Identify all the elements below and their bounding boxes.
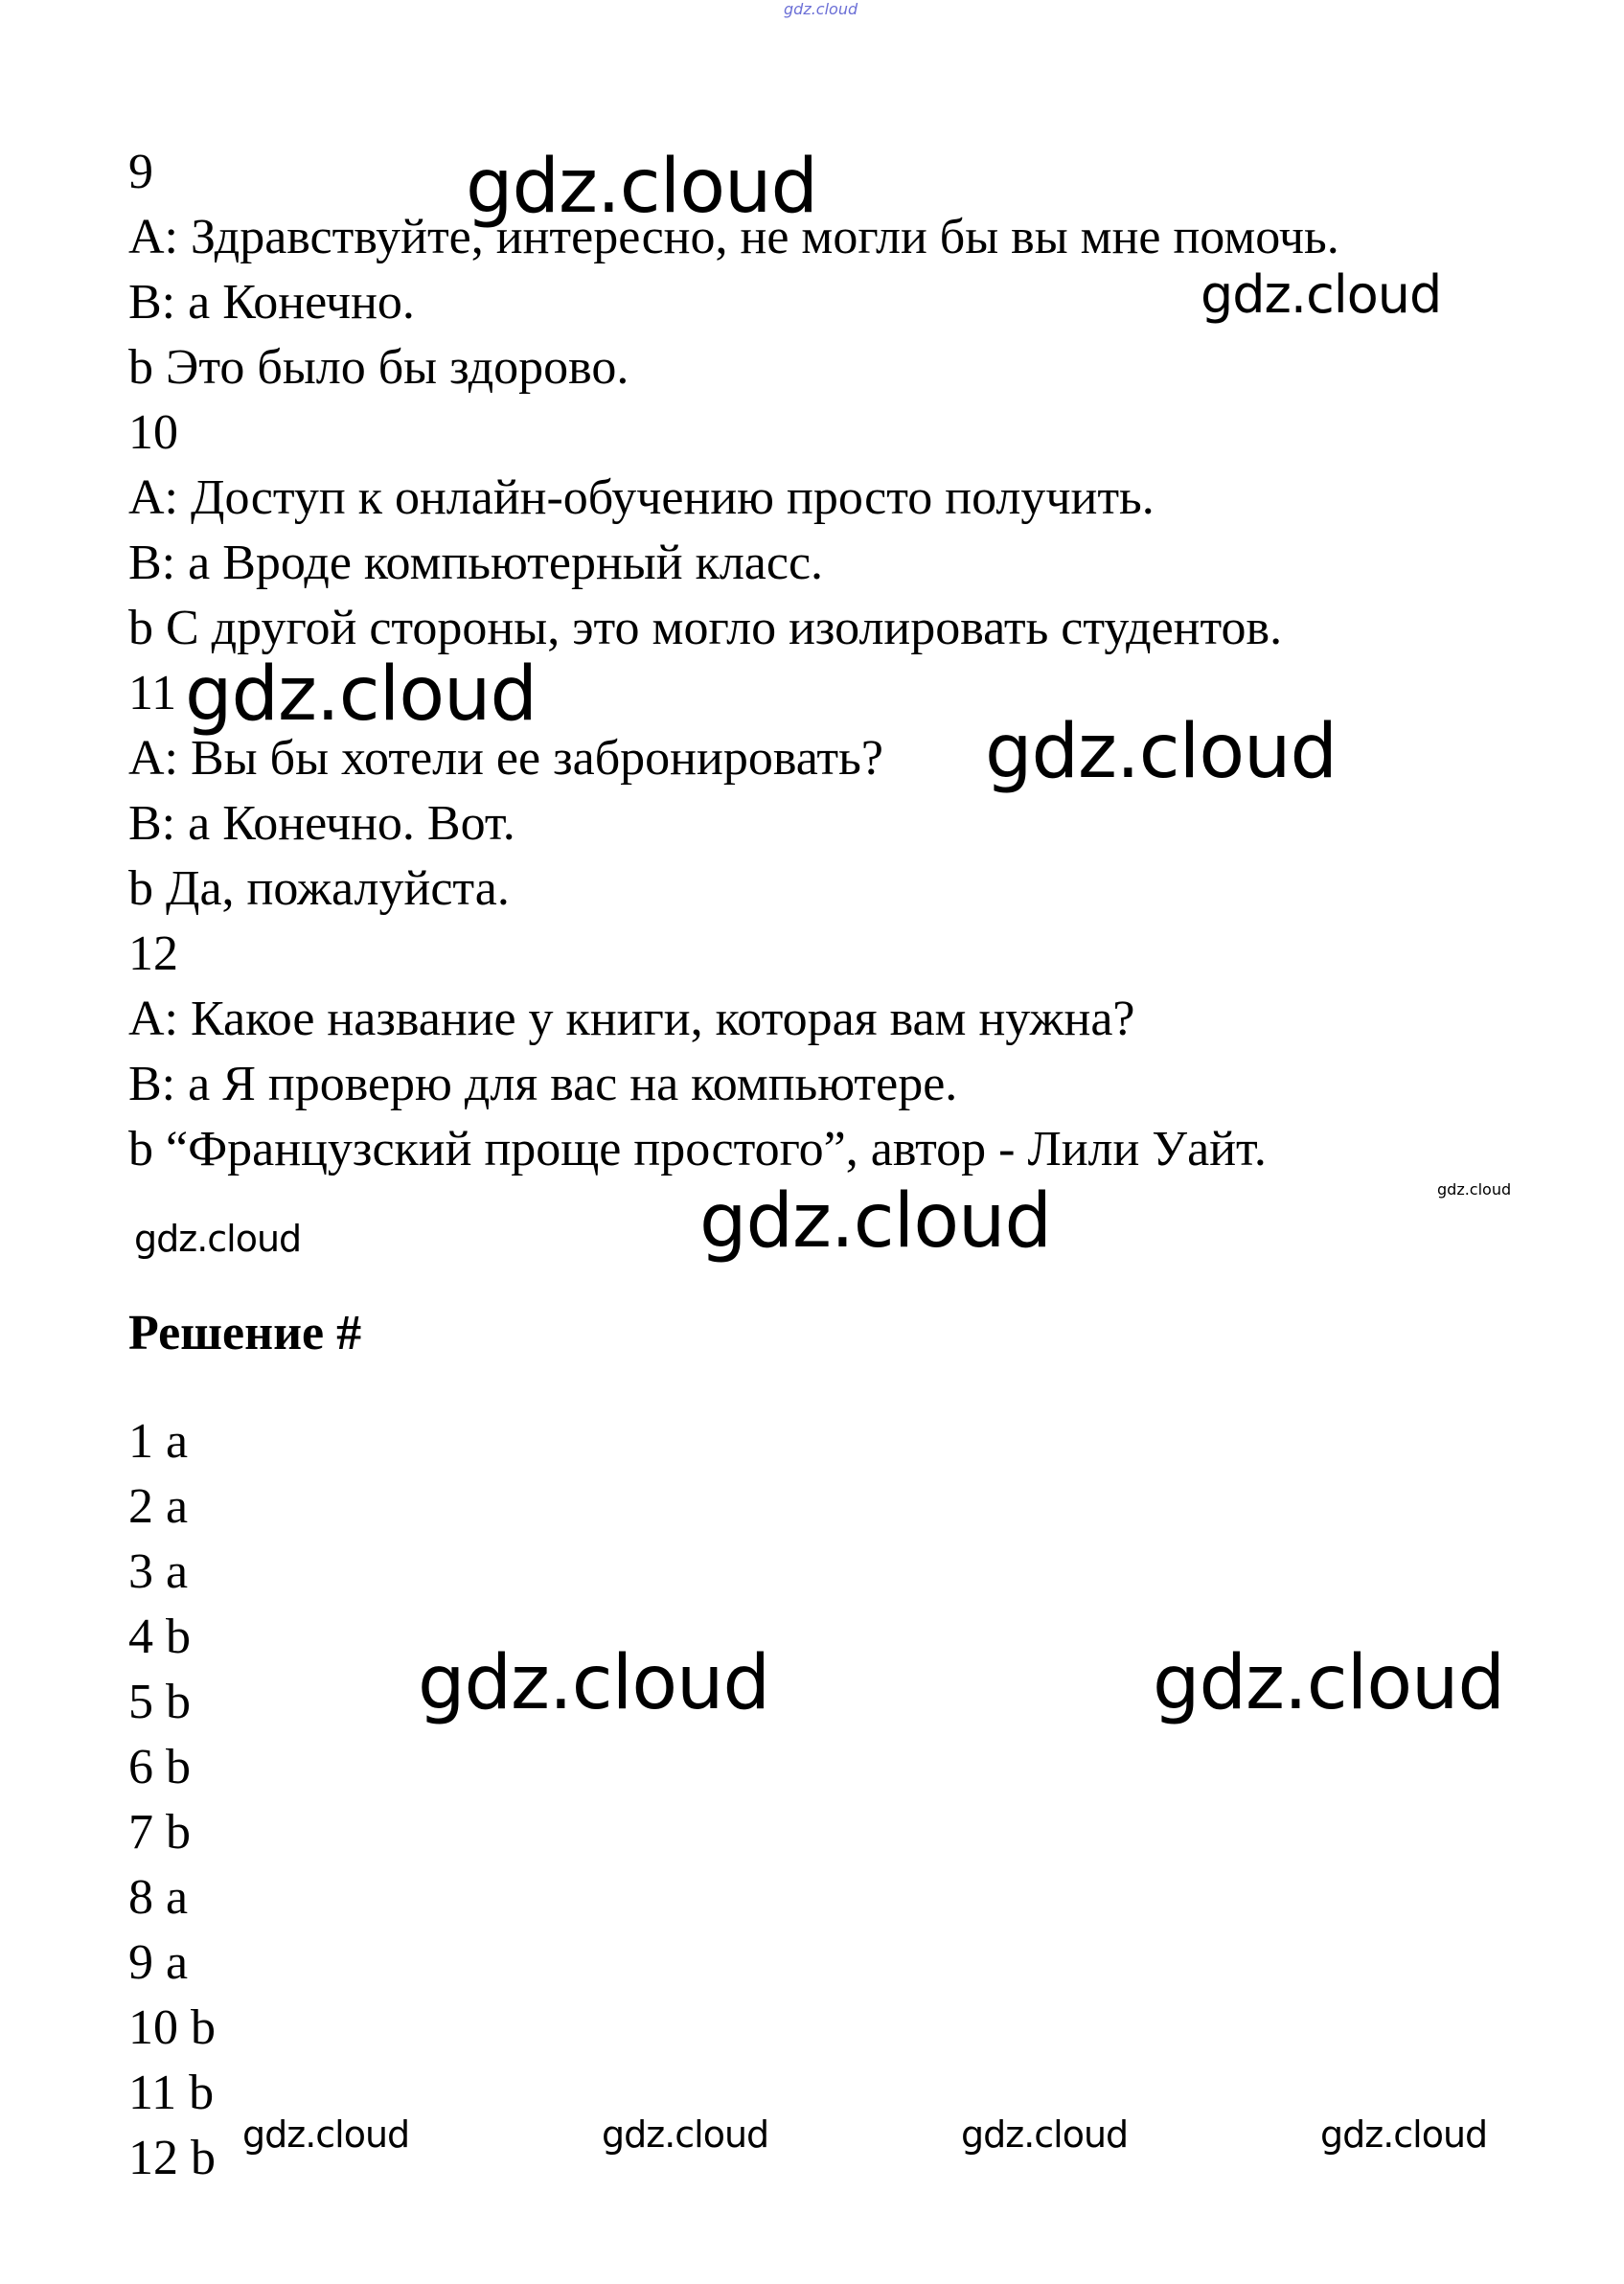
dialogue-number: 10 — [128, 405, 178, 460]
dialogue-line-b-a: B: a Я проверю для вас на компьютере. — [128, 1057, 958, 1111]
watermark: gdz.cloud — [1437, 1180, 1512, 1199]
dialogue-line-a: A: Доступ к онлайн-обучению просто получить. — [128, 470, 1155, 525]
dialogue-line-a: A: Здравствуйте, интересно, не могли бы вы мне помочь. — [128, 210, 1339, 264]
answer-item: 12 b — [128, 2131, 216, 2185]
watermark: gdz.cloud — [602, 2113, 769, 2156]
answer-item: 3 a — [128, 1544, 189, 1599]
dialogue-line-b-a: B: a Конечно. — [128, 275, 415, 330]
watermark: gdz.cloud — [1153, 1640, 1504, 1726]
answer-item: 8 a — [128, 1870, 189, 1925]
answer-item: 1 a — [128, 1414, 189, 1469]
dialogue-line-b-a: B: a Конечно. Вот. — [128, 796, 515, 851]
answer-item: 7 b — [128, 1805, 191, 1860]
dialogue-line-b-b: b Да, пожалуйста. — [128, 861, 510, 916]
watermark: gdz.cloud — [961, 2113, 1129, 2156]
watermark: gdz.cloud — [466, 144, 817, 230]
answer-item: 4 b — [128, 1610, 191, 1664]
solution-heading: Решение # — [128, 1306, 362, 1360]
answer-item: 2 a — [128, 1479, 189, 1534]
answer-item: 6 b — [128, 1740, 191, 1794]
dialogue-number: 11 — [128, 666, 177, 720]
dialogue-number: 9 — [128, 145, 153, 199]
dialogue-line-a: A: Какое название у книги, которая вам нужна? — [128, 992, 1135, 1046]
answer-item: 5 b — [128, 1675, 191, 1729]
watermark: gdz.cloud — [1320, 2113, 1488, 2156]
dialogue-number: 12 — [128, 926, 178, 981]
watermark: gdz.cloud — [1201, 264, 1442, 325]
watermark: gdz.cloud — [242, 2113, 410, 2156]
watermark: gdz.cloud — [134, 1218, 302, 1260]
dialogue-line-b-b: b Это было бы здорово. — [128, 340, 629, 395]
dialogue-line-b-b: b С другой стороны, это могло изолировать студентов. — [128, 601, 1283, 655]
dialogue-line-b-a: B: a Вроде компьютерный класс. — [128, 536, 824, 590]
answer-item: 9 a — [128, 1935, 189, 1990]
watermark: gdz.cloud — [985, 709, 1337, 795]
watermark: gdz.cloud — [185, 651, 537, 738]
answer-item: 11 b — [128, 2066, 215, 2120]
answer-item: 10 b — [128, 2000, 216, 2055]
watermark: gdz.cloud — [418, 1640, 769, 1726]
dialogue-line-b-b: b “Французский проще простого”, автор - Лили Уайт. — [128, 1122, 1267, 1176]
watermark: gdz.cloud — [784, 0, 858, 18]
watermark: gdz.cloud — [699, 1178, 1051, 1265]
dialogue-line-a: A: Вы бы хотели ее забронировать? — [128, 731, 883, 786]
